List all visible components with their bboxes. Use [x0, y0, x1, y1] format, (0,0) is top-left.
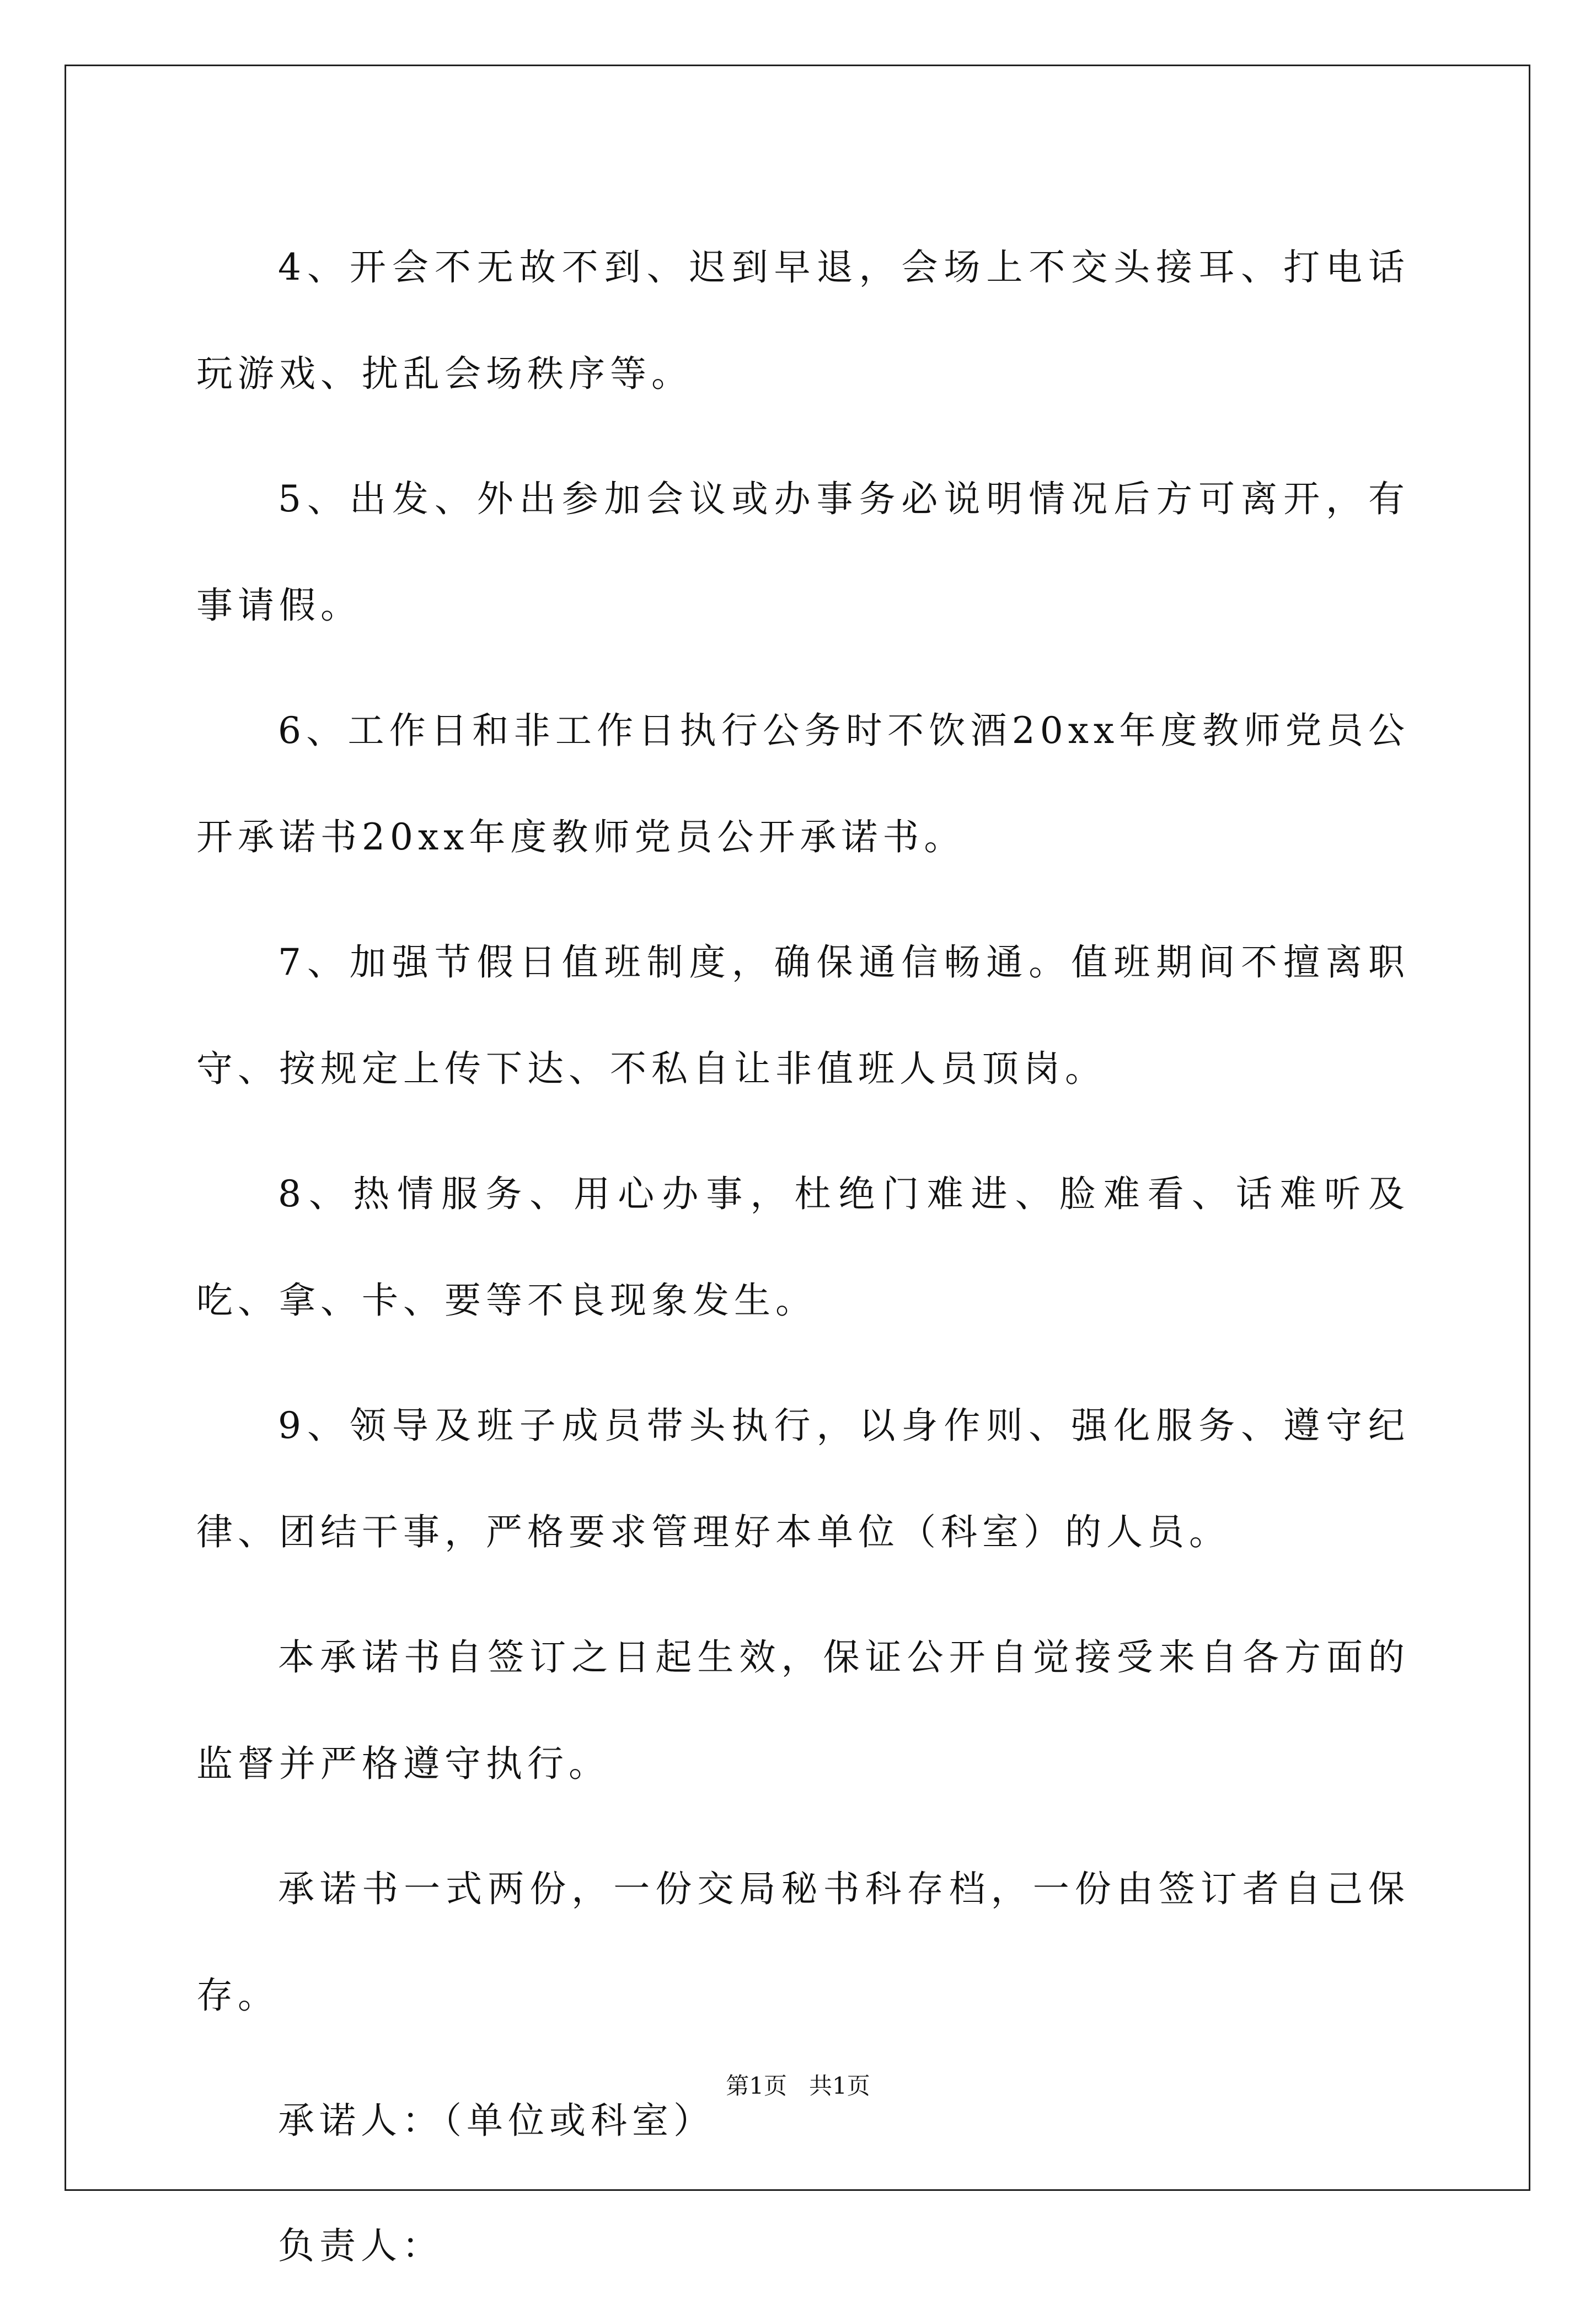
paragraph-item-5: 5、出发、外出参加会议或办事务必说明情况后方可离开，有事请假。 [196, 478, 1410, 627]
page-footer [0, 2070, 1596, 2103]
paragraph-item-6: 6、工作日和非工作日执行公务时不饮酒20xx年度教师党员公开承诺书20xx年度教师党员公开承诺书。 [196, 709, 1410, 858]
paragraph-item-8: 8、热情服务、用心办事，杜绝门难进、脸难看、话难听及吃、拿、卡、要等不良现象发生。 [196, 1173, 1410, 1322]
page-number: 第1页 [726, 2072, 787, 2099]
paragraph-item-4: 4、开会不无故不到、迟到早退，会场上不交头接耳、打电话玩游戏、扰乱会场秩序等。 [196, 246, 1410, 395]
paragraph-copies: 承诺书一式两份，一份交局秘书科存档，一份由签订者自己保存。 [196, 1868, 1410, 2017]
paragraph-item-7: 7、加强节假日值班制度，确保通信畅通。值班期间不擅离职守、按规定上传下达、不私自让非值班人员顶岗。 [196, 941, 1410, 1090]
document-body [196, 214, 1410, 2299]
page-total: 共1页 [809, 2072, 870, 2099]
responsible-person-line: 负责人： [278, 2225, 443, 2267]
paragraph-effective-date: 本承诺书自签订之日起生效，保证公开自觉接受来自各方面的监督并严格遵守执行。 [196, 1636, 1410, 1785]
paragraph-item-9: 9、领导及班子成员带头执行，以身作则、强化服务、遵守纪律、团结干事，严格要求管理好本单位（科室）的人员。 [196, 1404, 1410, 1553]
promisor-line: 承诺人：（单位或科室） [278, 2099, 715, 2142]
